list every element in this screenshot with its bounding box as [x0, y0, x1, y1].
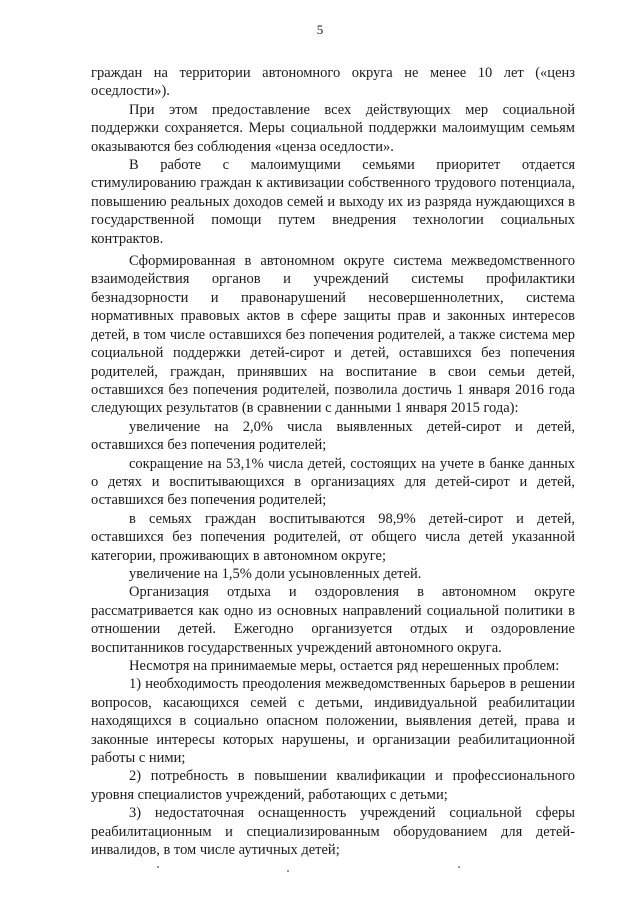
- paragraph-2: При этом предоставление всех действующих мер социальной поддержки сохраняется. Меры социальной поддержки малоимущим семьям оказываются без соблюдения «ценза оседлости».: [91, 101, 575, 155]
- problem-item-3: 3) недостаточная оснащенность учреждений социальной сферы реабилитационным и специализированным оборудованием для детей-инвалидов, в том числе аутичных детей;: [91, 805, 575, 859]
- paragraph-6: Несмотря на принимаемые меры, остается ряд нерешенных проблем:: [129, 658, 560, 674]
- problem-item-2: 2) потребность в повышении квалификации и профессионального уровня специалистов учреждений, работающих с детьми;: [91, 768, 575, 803]
- document-body: [91, 64, 575, 859]
- list-item-result-1: увеличение на 2,0% числа выявленных детей-сирот и детей, оставшихся без попечения родителей;: [91, 418, 575, 454]
- page-number: 5: [316, 22, 324, 37]
- scan-speck: [287, 870, 289, 872]
- problem-item-1: 1) необходимость преодоления межведомственных барьеров в решении вопросов, касающихся семей с детьми, индивидуальной реабилитации находящихся в социально опасном положении, выявления детей, права и законные интересы которых нарушены, и организации реабилитационной работы с ними;: [91, 676, 575, 767]
- list-item-result-4: увеличение на 1,5% доли усыновленных детей.: [129, 565, 422, 582]
- scan-speck: [157, 866, 159, 868]
- paragraph-5: Организация отдыха и оздоровления в автономном округе рассматривается как одно из основных направлений социальной политики в отношении детей. Ежегодно организуется отдых и оздоровление воспитанников государственных учреждений автономного округа.: [91, 584, 575, 656]
- scan-speck: [458, 866, 460, 868]
- paragraph-4: Сформированная в автономном округе система межведомственного взаимодействия органов и учреждений системы профилактики безнадзорности и правонарушений несовершеннолетних, система нормативных правовых актов в сфере защиты прав и законных интересов детей, в том числе оставшихся без попечения родителей, а также система мер социальной поддержки детей-сирот и детей, оставшихся без попечения родителей, граждан, принявших на воспитание в свои семьи детей, оставшихся без попечения родителей, позволила достичь 1 января 2016 года следующих результатов (в сравнении с данными 1 января 2015 года):: [91, 253, 575, 417]
- paragraph-3: В работе с малоимущими семьями приоритет отдается стимулированию граждан к активизации собственного трудового потенциала, повышению реальных доходов семей и выходу их из разряда нуждающихся в государственной помощи путем внедрения технологии социальных контрактов.: [91, 157, 575, 247]
- list-item-result-2: сокращение на 53,1% числа детей, состоящих на учете в банке данных о детях и воспитывающихся в организациях для детей-сирот и детей, оставшихся без попечения родителей;: [91, 455, 575, 509]
- list-item-result-3: в семьях граждан воспитываются 98,9% детей-сирот и детей, оставшихся без попечения родителей, от общего числа детей указанной категории, проживающих в автономном округе;: [91, 510, 575, 564]
- paragraph-1: граждан на территории автономного округа не менее 10 лет («ценз оседлости»).: [91, 65, 575, 100]
